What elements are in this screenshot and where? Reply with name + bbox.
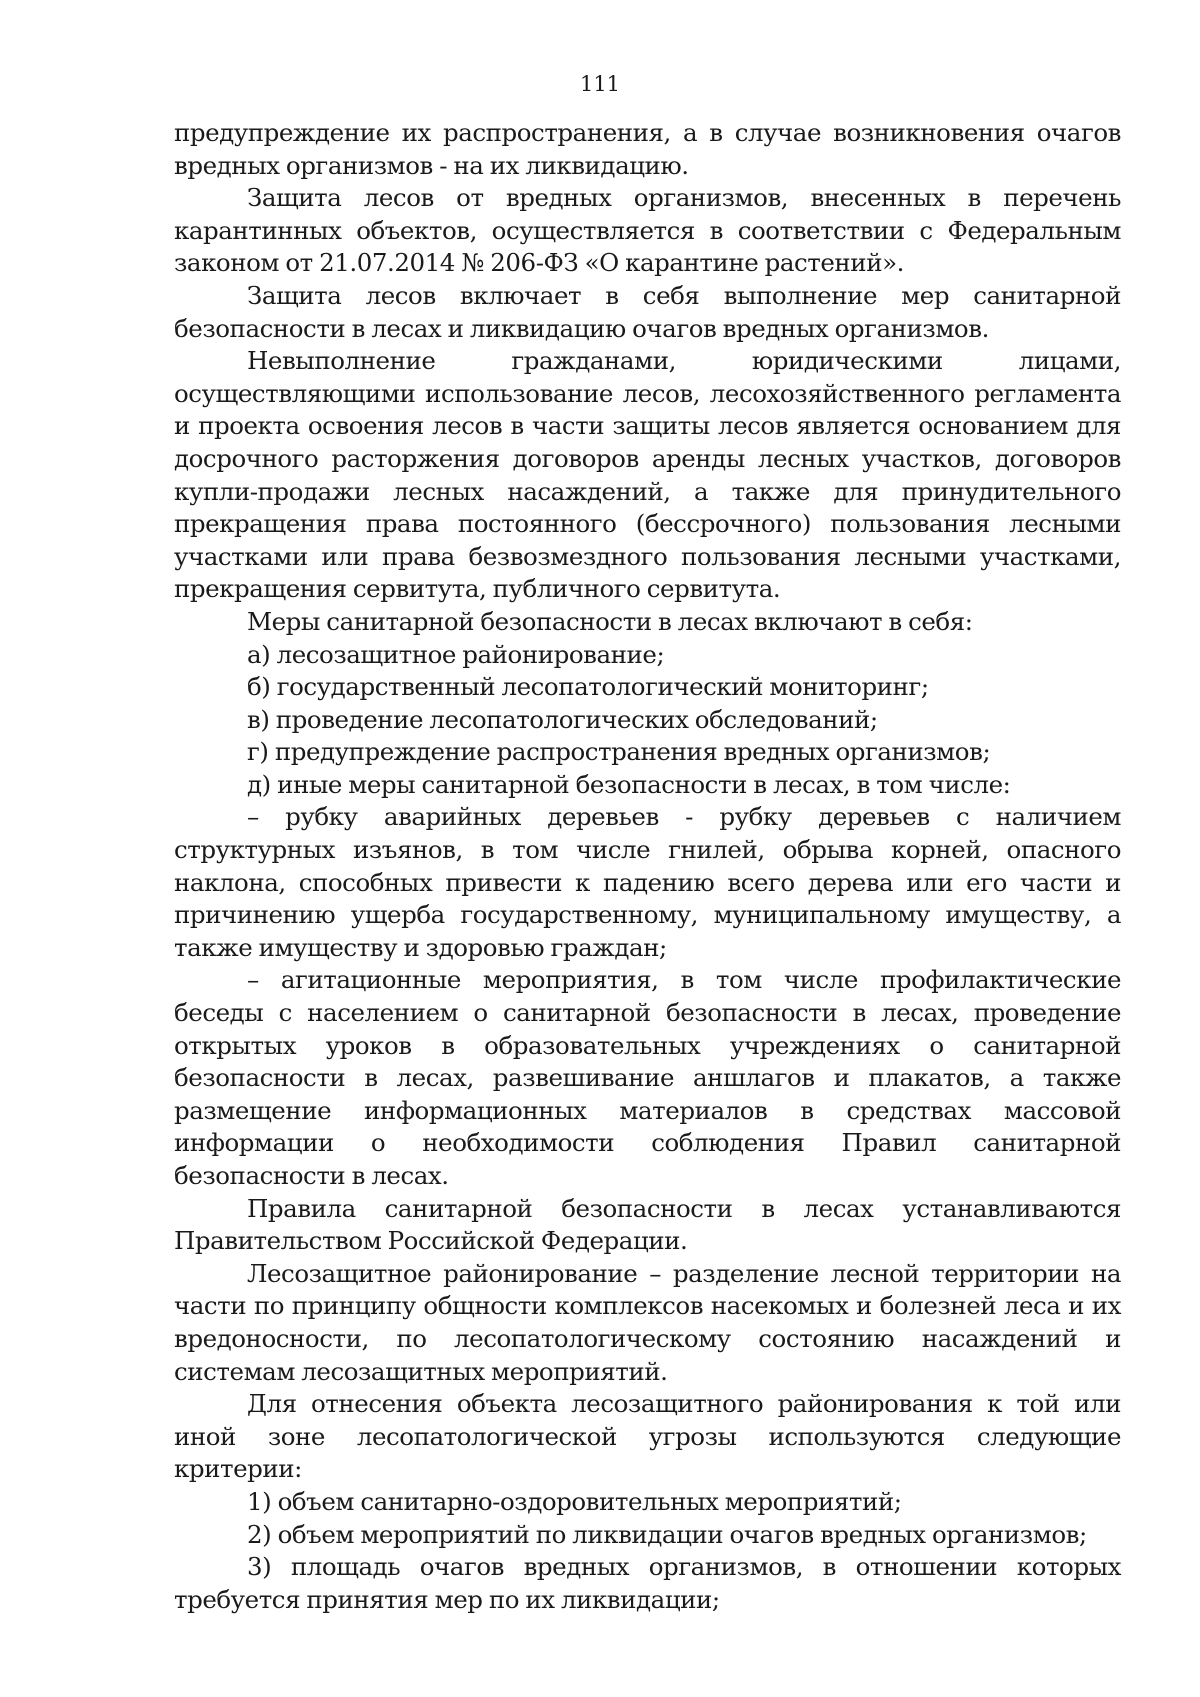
list-item-g: г) предупреждение распространения вредных организмов;	[247, 737, 991, 767]
list-item-a: а) лесозащитное районирование;	[247, 639, 665, 669]
paragraph-continuation: предупреждение их распространения, а в случае возникновения очагов вредных организмов - на их ликвидацию.	[174, 118, 1121, 180]
criteria-item-1: 1) объем санитарно-оздоровительных мероприятий;	[247, 1486, 902, 1516]
list-item-b: б) государственный лесопатологический мониторинг;	[247, 672, 929, 702]
paragraph-sanitary-measures-intro: Меры санитарной безопасности в лесах включают в себя:	[247, 606, 973, 636]
criteria-item-2: 2) объем мероприятий по ликвидации очагов вредных организмов;	[247, 1519, 1087, 1549]
dash-item-campaign-events: – агитационные мероприятия, в том числе профилактические беседы с населением о санитарной безопасности в лесах, проведение открытых уроков в образовательных учреждениях о санитарной безопасности в лесах, развешивание аншлагов и плакатов, а также размещение информационных материалов в средствах массовой информации о необходимости соблюдения Правил санитарной безопасности в лесах.	[174, 965, 1121, 1190]
criteria-item-3: 3) площадь очагов вредных организмов, в отношении которых требуется принятия мер по их ликвидации;	[174, 1552, 1121, 1614]
document-body	[174, 117, 1121, 1616]
paragraph-criteria-intro: Для отнесения объекта лесозащитного районирования к той или иной зоне лесопатологической угрозы используются следующие критерии:	[174, 1389, 1121, 1484]
paragraph-quarantine-law: Защита лесов от вредных организмов, внесенных в перечень карантинных объектов, осуществляется в соответствии с Федеральным законом от 21.07.2014 № 206-ФЗ «О карантине растений».	[174, 183, 1121, 278]
list-item-d: д) иные меры санитарной безопасности в лесах, в том числе:	[247, 769, 1011, 799]
paragraph-non-compliance: Невыполнение гражданами, юридическими лицами, осуществляющими использование лесов, лесохозяйственного регламента и проекта освоения лесов в части защиты лесов является основанием для досрочного расторжения договоров аренды лесных участков, договоров купли-продажи лесных насаждений, а также для принудительного прекращения права постоянного (бессрочного) пользования лесными участками или права безвозмездного пользования лесными участками, прекращения сервитута, публичного сервитута.	[174, 346, 1121, 604]
list-item-v: в) проведение лесопатологических обследований;	[247, 704, 878, 734]
page-number: 111	[579, 72, 621, 96]
paragraph-rules-established: Правила санитарной безопасности в лесах устанавливаются Правительством Российской Федерации.	[174, 1193, 1121, 1256]
paragraph-forest-protection: Защита лесов включает в себя выполнение мер санитарной безопасности в лесах и ликвидацию очагов вредных организмов.	[174, 280, 1121, 343]
dash-item-emergency-trees: – рубку аварийных деревьев - рубку деревьев с наличием структурных изъянов, в том числе гнилей, обрыва корней, опасного наклона, способных привести к падению всего дерева или его части и причинению ущерба государственному, муниципальному имуществу, а также имуществу и здоровью граждан;	[174, 802, 1121, 962]
paragraph-zoning-definition: Лесозащитное районирование – разделение лесной территории на части по принципу общности комплексов насекомых и болезней леса и их вредоносности, по лесопатологическому состоянию насаждений и системам лесозащитных мероприятий.	[174, 1258, 1121, 1386]
